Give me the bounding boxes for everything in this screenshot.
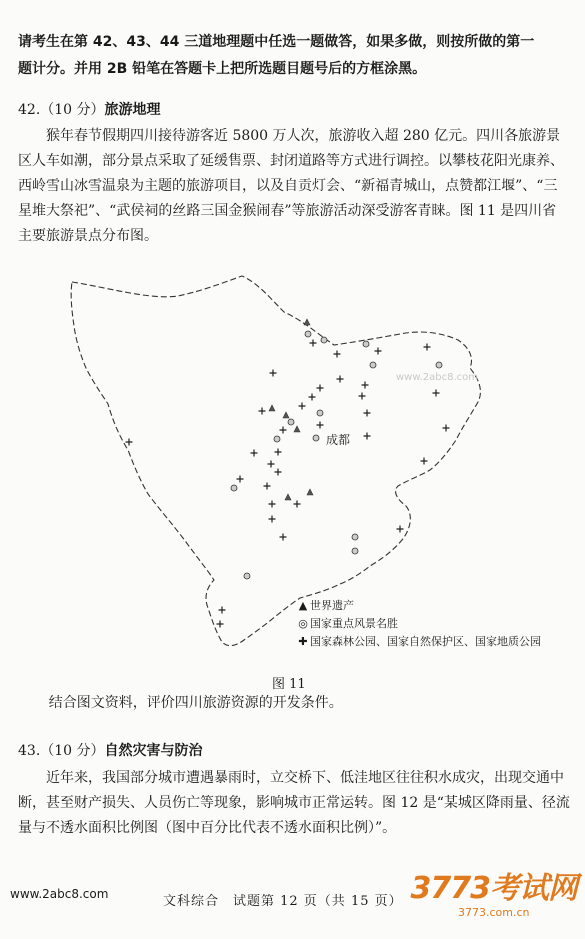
triangle-icon (294, 426, 300, 432)
q43-number: 43. (18, 743, 41, 759)
cross-icon (251, 450, 258, 457)
instructions-line2: 题计分。并用 2B 铅笔在答题卡上把所选题目题号后的方框涂黑。 (18, 61, 427, 77)
legend-item (296, 616, 398, 632)
cross-icon (317, 422, 324, 429)
page-footer: 文科综合 试题第 12 页（共 15 页） (163, 894, 403, 909)
circle-icon: ◎ (298, 617, 308, 630)
legend-label: 国家森林公园、国家自然保护区、国家地质公园 (310, 635, 541, 648)
q42-number: 42. (18, 102, 41, 118)
circle-icon (321, 337, 327, 343)
watermark-url: 3773.com.cn (458, 906, 530, 919)
map-watermark: www.2abc8.com (396, 372, 479, 383)
cross-icon (126, 439, 133, 446)
cross-icon (359, 393, 366, 400)
cross-icon (421, 458, 428, 465)
city-label-chengdu: 成都 (326, 433, 351, 447)
cross-icon (217, 621, 224, 628)
triangle-icon (269, 405, 275, 411)
cross-icon (280, 534, 287, 541)
watermark-logo-text: 3773考试网 (410, 871, 577, 906)
cross-icon (310, 340, 317, 347)
q42-title: 旅游地理 (104, 102, 161, 118)
sichuan-tourism-map (0, 262, 585, 667)
figure-caption: 图 11 (272, 677, 306, 692)
q42-question: 结合图文资料，评价四川旅游资源的开发条件。 (48, 695, 343, 711)
cross-icon (364, 433, 371, 440)
triangle-icon: ▲ (298, 599, 308, 612)
cross-icon (219, 607, 226, 614)
cross-icon (280, 427, 287, 434)
legend-label: 世界遗产 (310, 599, 354, 612)
circle-icon (352, 534, 358, 540)
instructions-line1: 请考生在第 42、43、44 三道地理题中任选一题做答，如果多做，则按所做的第一 (18, 34, 535, 50)
scenic-markers (231, 331, 442, 579)
cross-icon (275, 469, 282, 476)
cross-icon (294, 501, 301, 508)
cross-icon (309, 394, 316, 401)
triangle-icon (283, 412, 289, 418)
cross-icon (237, 476, 244, 483)
cross-icon (270, 370, 277, 377)
cross-icon (269, 501, 276, 508)
q42-paragraph: 猴年春节假期四川接待游客近 5800 万人次，旅游收入超 280 亿元。四川各旅游景区人车如潮，部分景点采取了延缓售票、封闭道路等方式进行调控。以攀枝花阳光康养、西岭雪山冰雪温泉为主题的旅游项目，以及自贡灯会、“新福青城山，点赞都江堰”、“三星堆大祭祀”、“武侯祠的丝路三国金猴闹春”等旅游活动深受游客青睐。图 11 是四川省主要旅游景点分布图。 (18, 128, 564, 244)
cross-icon (334, 351, 341, 358)
circle-icon (274, 436, 280, 442)
cross-icon (317, 385, 324, 392)
cross-icon (364, 410, 371, 417)
circle-icon (317, 410, 323, 416)
legend-label: 国家重点风景名胜 (310, 617, 398, 630)
watermark-left: www.2abc8.com (10, 887, 109, 901)
circle-icon (436, 362, 442, 368)
circle-icon (313, 435, 319, 441)
cross-icon (264, 483, 271, 490)
cross-icon (299, 403, 306, 410)
cross-icon (269, 516, 276, 523)
triangle-icon (307, 489, 313, 495)
cross-icon (268, 461, 275, 468)
circle-icon (352, 548, 358, 554)
cross-icon (424, 344, 431, 351)
legend-item (296, 598, 354, 614)
cross-icon: ✚ (298, 635, 308, 648)
heritage-markers (269, 319, 313, 500)
q42-heading (18, 99, 161, 121)
circle-icon (244, 573, 250, 579)
cross-icon (362, 382, 369, 389)
cross-icon (443, 425, 450, 432)
circle-icon (370, 362, 376, 368)
circle-icon (305, 331, 311, 337)
q43-points: （10 分） (40, 743, 105, 759)
cross-icon (433, 390, 440, 397)
q43-title: 自然灾害与防治 (104, 743, 203, 759)
circle-icon (363, 341, 369, 347)
cross-icon (259, 408, 266, 415)
cross-icon (275, 449, 282, 456)
triangle-icon (285, 494, 291, 500)
q42-points: （10 分） (40, 102, 105, 118)
circle-icon (288, 419, 294, 425)
q43-paragraph: 近年来，我国部分城市遭遇暴雨时，立交桥下、低洼地区往往积水成灾，出现交通中断，甚至财产损失、人员伤亡等现象，影响城市正常运转。图 12 是“某城区降雨量、径流量与不透水面积比例图（图中百分比代表不透水面积比例）”。 (18, 770, 570, 836)
triangle-icon (304, 319, 310, 325)
province-boundary (71, 276, 480, 646)
legend-item (296, 634, 541, 650)
cross-icon (397, 526, 404, 533)
q43-heading (18, 740, 203, 762)
watermark-right (411, 872, 578, 920)
cross-icon (337, 376, 344, 383)
cross-icon (375, 348, 382, 355)
circle-icon (231, 485, 237, 491)
